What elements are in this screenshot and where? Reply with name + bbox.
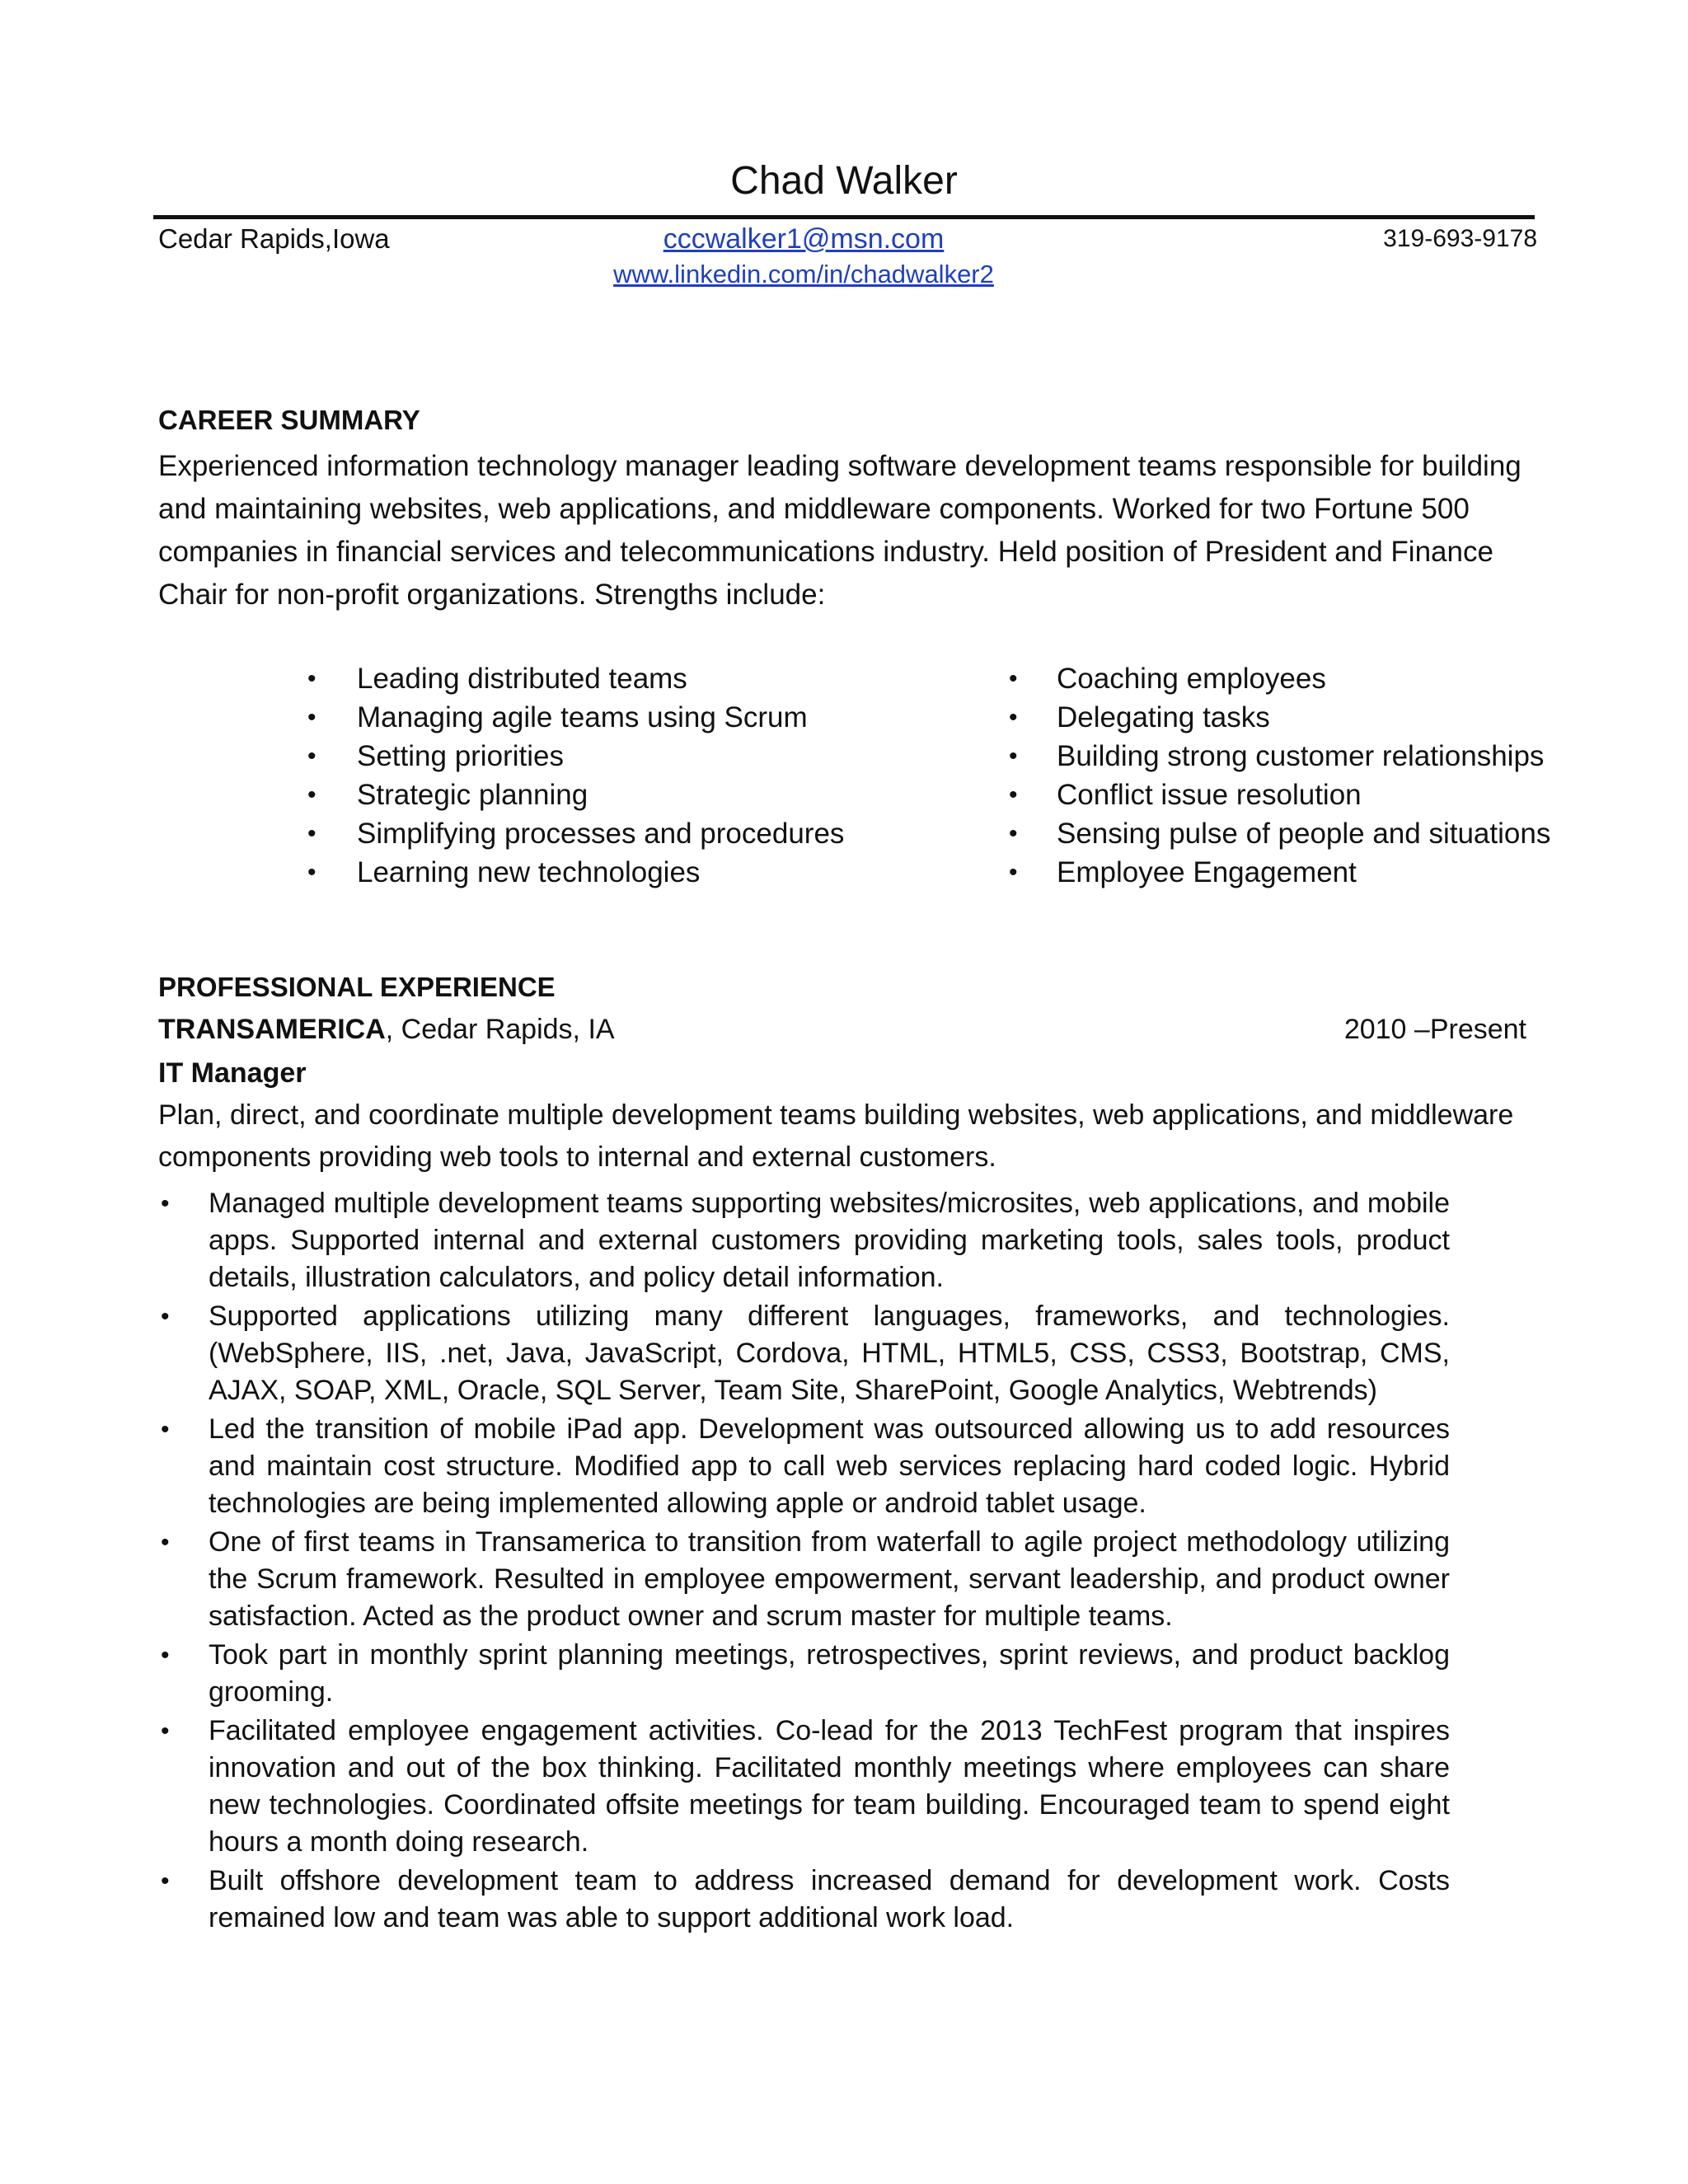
list-item-text: Coaching employees [1057, 663, 1326, 695]
list-item-text: Took part in monthly sprint planning meetings, retrospectives, sprint reviews, and product backlog grooming. [209, 1639, 1450, 1708]
list-item [307, 814, 845, 853]
list-item-text: Setting priorities [357, 740, 564, 772]
bullet-icon: • [307, 781, 316, 808]
list-item-text: Learning new technologies [357, 856, 701, 888]
contact-location: Cedar Rapids,Iowa [158, 223, 390, 254]
job-summary: Plan, direct, and coordinate multiple development teams building websites, web applications, and middleware components providing web tools to internal and external customers. [158, 1099, 1514, 1173]
linkedin-link[interactable]: www.linkedin.com/in/chadwalker2 [613, 260, 994, 288]
list-item [161, 1411, 1450, 1522]
bullet-icon: • [1009, 781, 1018, 808]
list-item [161, 1637, 1450, 1711]
list-item-text: Strategic planning [357, 779, 588, 811]
job-title: IT Manager [158, 1057, 307, 1089]
email-link[interactable]: cccwalker1@msn.com [663, 223, 945, 255]
list-item [1009, 659, 1550, 698]
list-item-text: Facilitated employee engagement activities. Co-lead for the 2013 TechFest program that inspires innovation and out of the box thinking. Facilitated monthly meetings where employees can share new technologies. Coordinated offsite meetings for team building. Encouraged team to spend eight hours a month doing research. [209, 1715, 1450, 1858]
bullet-icon: • [307, 704, 316, 731]
list-item-text: Managing agile teams using Scrum [357, 701, 808, 733]
list-item [161, 1863, 1450, 1937]
bullet-icon: • [1009, 665, 1018, 692]
bullet-icon: • [307, 743, 316, 770]
strengths-list-right [1009, 659, 1551, 892]
career-summary-text: Experienced information technology manager leading software development teams responsible for building and maintaining websites, web applications, and middleware components. Worked for two Fortune 500 companies in financial services and telecommunications industry. Held position of President and Finance Chair for non-profit organizations. Strengths include: [158, 450, 1522, 611]
list-item [1009, 737, 1550, 776]
candidate-name: Chad Walker [730, 159, 958, 203]
bullet-icon: • [307, 820, 316, 847]
header-divider [153, 215, 1535, 219]
strengths-list-left [307, 659, 845, 892]
list-item [307, 853, 844, 892]
bullet-icon: • [1009, 820, 1018, 847]
bullet-icon: • [1009, 859, 1018, 886]
list-item-text: Building strong customer relationships [1057, 740, 1545, 772]
list-item-text: One of first teams in Transamerica to transition from waterfall to agile project methodology utilizing the Scrum framework. Resulted in employee empowerment, servant leadership, and product owner satisfaction. Acted as the product owner and scrum master for multiple teams. [209, 1526, 1450, 1632]
list-item [161, 1298, 1450, 1409]
list-item-text: Employee Engagement [1057, 856, 1357, 888]
experience-heading: PROFESSIONAL EXPERIENCE [158, 972, 556, 1002]
bullet-icon: • [1009, 704, 1018, 731]
list-item-text: Conflict issue resolution [1057, 779, 1362, 811]
employer-location: , Cedar Rapids, IA [385, 1014, 615, 1045]
bullet-icon: • [161, 1529, 170, 1556]
bullet-icon: • [161, 1718, 170, 1745]
list-item-text: Built offshore development team to address increased demand for development work. Costs remained low and team was able to support additional work load. [209, 1865, 1450, 1933]
list-item-text: Leading distributed teams [357, 663, 687, 695]
bullet-icon: • [161, 1416, 170, 1443]
list-item [161, 1713, 1450, 1861]
bullet-icon: • [307, 859, 316, 886]
bullet-icon: • [1009, 743, 1018, 770]
employer-line [158, 1011, 1526, 1047]
employment-dates: 2010 –Present [1343, 1014, 1526, 1045]
list-item [1009, 853, 1550, 892]
contact-phone: 319-693-9178 [1383, 225, 1537, 252]
list-item [307, 659, 844, 698]
bullet-icon: • [161, 1303, 170, 1330]
list-item [1009, 776, 1550, 814]
bullet-icon: • [161, 1642, 170, 1669]
career-summary-heading: CAREER SUMMARY [158, 405, 420, 435]
list-item [307, 776, 844, 814]
list-item [1009, 698, 1550, 737]
list-item-text: Simplifying processes and procedures [357, 818, 845, 850]
list-item-text: Delegating tasks [1057, 701, 1270, 733]
list-item-text: Supported applications utilizing many different languages, frameworks, and technologies. (WebSphere, IIS, .net, Java, JavaScript, Cordova, HTML, HTML5, CSS, CSS3, Bootstrap, CMS, AJAX, SOAP, XML, Oracle, SQL Server, Team Site, SharePoint, Google Analytics, Webtrends) [209, 1301, 1450, 1406]
list-item-text: Managed multiple development teams supporting websites/microsites, web applications, and mobile apps. Supported internal and external customers providing marketing tools, sales tools, product details, illustration calculators, and policy detail information. [209, 1188, 1450, 1293]
bullet-icon: • [161, 1868, 170, 1895]
employer-name: TRANSAMERICA [158, 1014, 386, 1045]
duties-list [161, 1185, 1450, 1938]
list-item [161, 1524, 1450, 1635]
list-item [307, 737, 844, 776]
list-item-text: Sensing pulse of people and situations [1057, 818, 1551, 850]
list-item [1009, 814, 1551, 853]
bullet-icon: • [161, 1190, 170, 1217]
list-item [307, 698, 844, 737]
list-item-text: Led the transition of mobile iPad app. Development was outsourced allowing us to add resources and maintain cost structure. Modified app to call web services replacing hard coded logic. Hybrid technologies are being implemented allowing apple or android tablet usage. [209, 1413, 1450, 1519]
bullet-icon: • [307, 665, 316, 692]
list-item [161, 1185, 1450, 1296]
